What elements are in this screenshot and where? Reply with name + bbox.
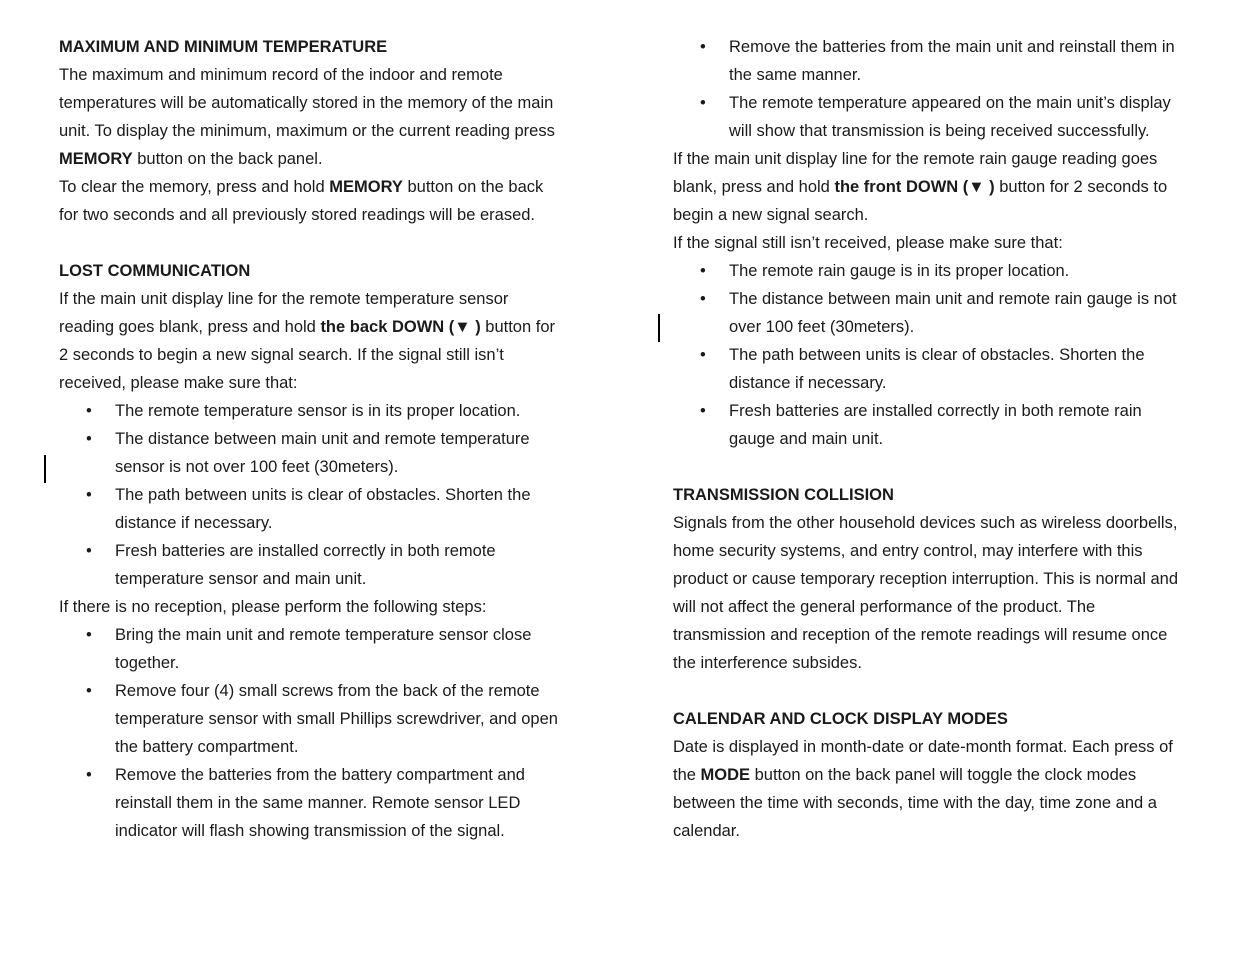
lost-checklist	[59, 397, 564, 593]
section-heading-transmission-collision: TRANSMISSION COLLISION	[673, 486, 894, 504]
paragraph-rain-signal: If the signal still isn’t received, please make sure that:	[673, 234, 1063, 252]
rain-checklist	[673, 257, 1183, 453]
section-heading-calendar-clock: CALENDAR AND CLOCK DISPLAY MODES	[673, 710, 1008, 728]
section-heading-lost-communication: LOST COMMUNICATION	[59, 262, 251, 280]
reception-steps-continued	[673, 33, 1183, 145]
paragraph-memory-display: The maximum and minimum record of the indoor and remote temperatures will be automatically stored in the memory of the main unit. To display the minimum, maximum or the current reading press MEMORY button on the back panel.	[59, 66, 555, 168]
list-item: • The remote rain gauge is in its proper location.	[673, 257, 1183, 285]
list-item: • The path between units is clear of obstacles. Shorten the distance if necessary.	[673, 341, 1183, 397]
paragraph-no-reception: If there is no reception, please perform the following steps:	[59, 598, 487, 616]
list-item: • Fresh batteries are installed correctly in both remote temperature sensor and main unit.	[59, 537, 564, 593]
list-item: • The distance between main unit and remote temperature sensor is not over 100 feet (30meters).	[59, 425, 564, 481]
list-item: • The remote temperature appeared on the main unit’s display will show that transmission is being received successfully.	[673, 89, 1183, 145]
section-heading-max-min: MAXIMUM AND MINIMUM TEMPERATURE	[59, 38, 388, 56]
change-bar-left	[44, 455, 46, 483]
paragraph-lost-communication: If the main unit display line for the remote temperature sensor reading goes blank, press and hold the back DOWN (▼ ) button for 2 seconds to begin a new signal search. If the signal still isn’t received, please make sure that:	[59, 290, 556, 392]
paragraph-calendar-clock: Date is displayed in month-date or date-month format. Each press of the MODE button on the back panel will toggle the clock modes between the time with seconds, time with the day, time zone and a calendar.	[673, 738, 1173, 840]
list-item: • Fresh batteries are installed correctly in both remote rain gauge and main unit.	[673, 397, 1183, 453]
reception-steps	[59, 621, 564, 845]
list-item: • The path between units is clear of obstacles. Shorten the distance if necessary.	[59, 481, 564, 537]
paragraph-rain-gauge: If the main unit display line for the remote rain gauge reading goes blank, press and hold the front DOWN (▼ ) button for 2 seconds to begin a new signal search.	[673, 150, 1168, 224]
change-bar-right	[658, 314, 660, 342]
paragraph-transmission-collision: Signals from the other household devices such as wireless doorbells, home security systems, and entry control, may interfere with this product or cause temporary reception interruption. This is normal and will not affect the general performance of the product. The transmission and reception of the remote readings will resume once the interference subsides.	[673, 514, 1179, 672]
list-item: • The remote temperature sensor is in its proper location.	[59, 397, 564, 425]
paragraph-memory-clear: To clear the memory, press and hold MEMORY button on the back for two seconds and all previously stored readings will be erased.	[59, 178, 544, 224]
list-item: • Remove the batteries from the main unit and reinstall them in the same manner.	[673, 33, 1183, 89]
list-item: • Remove four (4) small screws from the back of the remote temperature sensor with small Phillips screwdriver, and open the battery compartment.	[59, 677, 564, 761]
left-column	[59, 33, 564, 845]
list-item: • Remove the batteries from the battery compartment and reinstall them in the same manner. Remote sensor LED indicator will flash showing transmission of the signal.	[59, 761, 564, 845]
right-column	[673, 33, 1183, 845]
list-item: • The distance between main unit and remote rain gauge is not over 100 feet (30meters).	[673, 285, 1183, 341]
list-item: • Bring the main unit and remote temperature sensor close together.	[59, 621, 564, 677]
